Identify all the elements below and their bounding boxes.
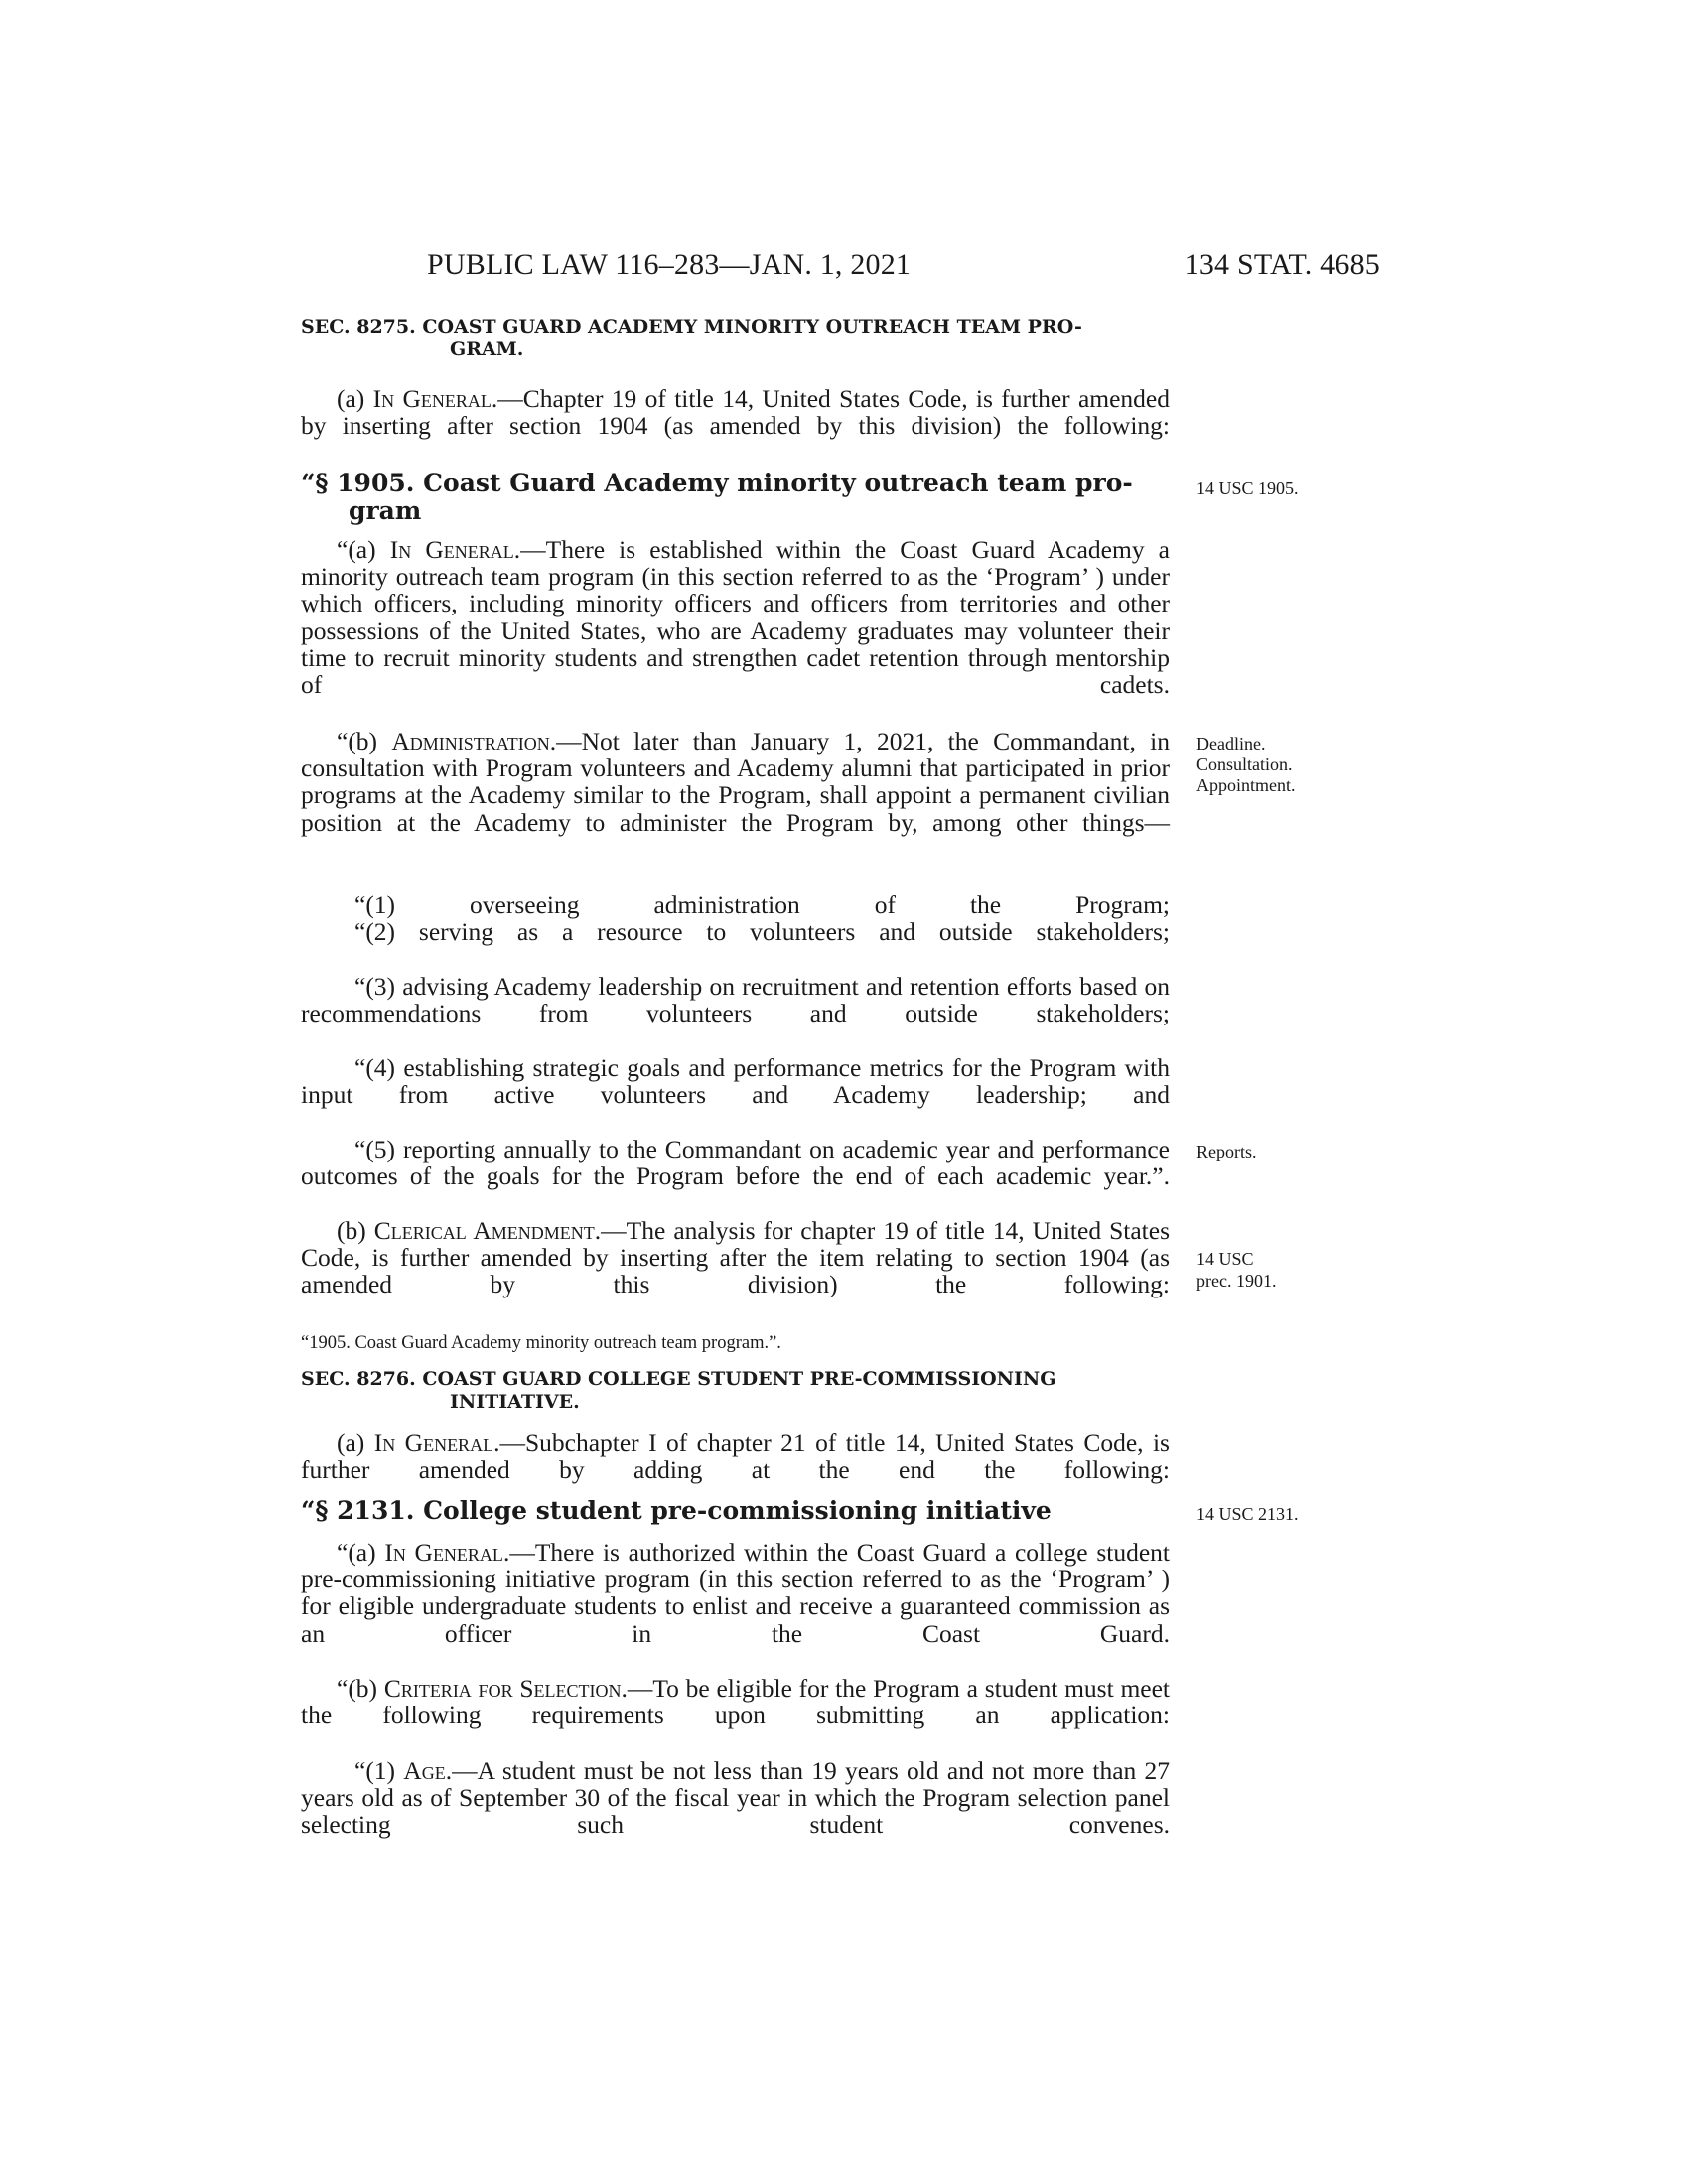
subsection-heading: In General [389, 535, 514, 564]
section-1905-heading [301, 470, 1170, 525]
subsection-text: .—There is established within the Coast Guard Academy a minority outreach team program (in this section referred to as the ‘Program’ ) under which officers, including minority officers and officers from territories and other possessions of the United States, who are Academy graduates may volunteer their time to recruit minority students and strengthen cadet retention through mentorship of cadets. [301, 535, 1170, 700]
subsection-heading: In General [372, 384, 492, 413]
subsection-label: “(a) [337, 535, 390, 564]
section-1905-subsection-a [301, 536, 1170, 698]
subsection-text: .—Not later than January 1, 2021, the Commandant, in consultation with Program volunteers and Academy alumni that participated in prior programs at the Academy similar to the Program, shall appoint a permanent civilian position at the Academy to administer the Program by, among other things— [301, 727, 1170, 837]
margin-note-usc-prec-line1: 14 USC [1196, 1249, 1254, 1269]
list-item-3: “(3) advising Academy leadership on recruitment and retention efforts based on recommendations from volunteers and outside stakeholders; [301, 972, 1170, 1028]
subsection-text: .—To be eligible for the Program a student must meet the following requirements upon submitting an application: [301, 1674, 1170, 1730]
subsection-text: .—Chapter 19 of title 14, United States Code, is further amended by inserting after section 1904 (as amended by this division) the following: [301, 384, 1170, 441]
subsection-heading: In General [373, 1429, 494, 1457]
section-8275-subsection-b [301, 1217, 1170, 1298]
section-8276-heading-line1: SEC. 8276. COAST GUARD COLLEGE STUDENT PRE-COMMISSIONING [301, 1368, 1056, 1390]
list-item-5: “(5) reporting annually to the Commandant on academic year and performance outcomes of the goals for the Program before the end of each academic year.”. [301, 1135, 1170, 1191]
section-1905-heading-line2: gram [349, 496, 422, 525]
list-item-1: “(1) overseeing administration of the Program; [354, 890, 1170, 919]
section-8275-subsection-a [301, 385, 1170, 439]
margin-note-usc-prec-line2: prec. 1901. [1196, 1271, 1277, 1291]
margin-note-appointment: Appointment. [1196, 775, 1296, 795]
section-8275-heading [301, 316, 1170, 361]
subsection-label: “(b) [337, 727, 392, 755]
subsection-text: .—Subchapter I of chapter 21 of title 14, United States Code, is further amended by adding at the end the following: [301, 1429, 1170, 1485]
section-2131-subsection-a [301, 1539, 1170, 1647]
margin-note-reports: Reports. [1196, 1142, 1257, 1161]
section-1905-subsection-b [301, 728, 1170, 836]
subsection-text: .—The analysis for chapter 19 of title 14, United States Code, is further amended by inserting after the item relating to section 1904 (as amended by this division) the following: [301, 1216, 1171, 1299]
section-2131-subsection-b [301, 1675, 1170, 1728]
section-8275-heading-line1: SEC. 8275. COAST GUARD ACADEMY MINORITY OUTREACH TEAM PRO- [301, 316, 1082, 338]
paragraph-heading: Age [403, 1756, 446, 1785]
subsection-label: (a) [337, 384, 373, 413]
analysis-table-item: “1905. Coast Guard Academy minority outreach team program.”. [301, 1333, 781, 1353]
page-stat-number: 134 STAT. 4685 [1184, 248, 1380, 281]
subsection-label: (a) [337, 1429, 374, 1457]
section-8276-subsection-a [301, 1430, 1170, 1483]
subsection-heading: Criteria for Selection [383, 1674, 622, 1703]
margin-note-usc-2131: 14 USC 2131. [1196, 1504, 1299, 1524]
running-header [298, 248, 1380, 288]
margin-note-consultation: Consultation. [1196, 754, 1293, 774]
subsection-label: “(b) [337, 1674, 384, 1703]
subsection-label: “(a) [337, 1538, 385, 1567]
subsection-heading: Administration [391, 727, 550, 755]
subsection-heading: Clerical Amendment [373, 1216, 595, 1245]
list-item-4: “(4) establishing strategic goals and performance metrics for the Program with input from active volunteers and Academy leadership; and [301, 1053, 1170, 1110]
list-item-2: “(2) serving as a resource to volunteers and outside stakeholders; [354, 917, 1170, 946]
section-2131-heading: “§ 2131. College student pre-commissioning initiative [301, 1496, 1052, 1525]
paragraph-text: .—A student must be not less than 19 years old and not more than 27 years old as of September 30 of the fiscal year in which the Program selection panel selecting such student convenes. [301, 1756, 1171, 1840]
section-2131-paragraph-1 [301, 1757, 1170, 1839]
section-1905-heading-line1: “§ 1905. Coast Guard Academy minority outreach team pro- [301, 469, 1133, 497]
subsection-heading: In General [384, 1538, 503, 1567]
subsection-text: .—There is authorized within the Coast Guard a college student pre-commissioning initiative program (in this section referred to as the ‘Program’ ) for eligible undergraduate students to enlist and receive a guaranteed commission as an officer in the Coast Guard. [301, 1538, 1170, 1648]
margin-note-deadline: Deadline. [1196, 734, 1266, 753]
section-8276-heading-line2: INITIATIVE. [450, 1391, 580, 1413]
page-header-title: PUBLIC LAW 116–283—JAN. 1, 2021 [427, 248, 912, 281]
margin-note-usc-1905: 14 USC 1905. [1196, 478, 1299, 498]
section-8276-heading [301, 1368, 1170, 1414]
paragraph-label: “(1) [354, 1756, 404, 1785]
subsection-label: (b) [337, 1216, 374, 1245]
section-8275-heading-line2: GRAM. [450, 339, 524, 360]
